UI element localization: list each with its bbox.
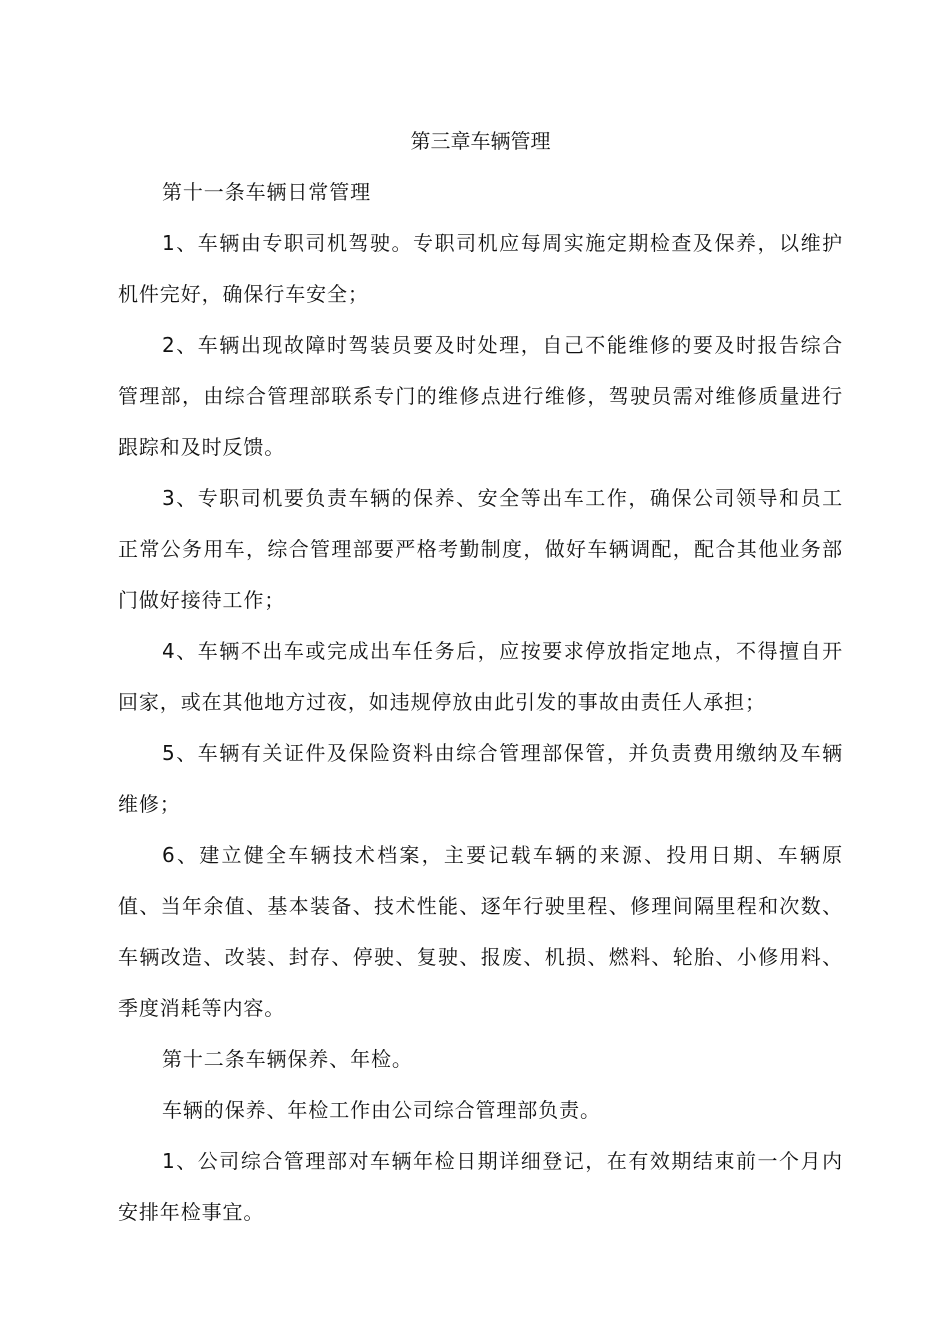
article-12-item-1: 1、公司综合管理部对车辆年检日期详细登记，在有效期结束前一个月内安排年检事宜。 (118, 1149, 843, 1224)
article-11-item-2: 2、车辆出现故障时驾装员要及时处理，自己不能维修的要及时报告综合管理部，由综合管理部联系专门的维修点进行维修，驾驶员需对维修质量进行跟踪和及时反馈。 (118, 333, 843, 459)
document-page (118, 116, 843, 1238)
article-11-item-4: 4、车辆不出车或完成出车任务后，应按要求停放指定地点，不得擅自开回家，或在其他地方过夜，如违规停放由此引发的事故由责任人承担； (118, 639, 843, 714)
article-12-heading: 第十二条车辆保养、年检。 (162, 1047, 413, 1071)
article-11-item-1: 1、车辆由专职司机驾驶。专职司机应每周实施定期检查及保养，以维护机件完好，确保行车安全； (118, 231, 843, 306)
article-11-item-3: 3、专职司机要负责车辆的保养、安全等出车工作，确保公司领导和员工正常公务用车，综合管理部要严格考勤制度，做好车辆调配，配合其他业务部门做好接待工作； (118, 486, 843, 612)
chapter-title: 第三章车辆管理 (410, 129, 551, 153)
article-12-intro: 车辆的保养、年检工作由公司综合管理部负责。 (162, 1098, 601, 1122)
article-11-heading: 第十一条车辆日常管理 (162, 180, 371, 204)
article-11-item-5: 5、车辆有关证件及保险资料由综合管理部保管，并负责费用缴纳及车辆维修； (118, 741, 843, 816)
article-11-item-6: 6、建立健全车辆技术档案，主要记载车辆的来源、投用日期、车辆原值、当年余值、基本装备、技术性能、逐年行驶里程、修理间隔里程和次数、车辆改造、改装、封存、停驶、复驶、报废、机损、燃料、轮胎、小修用料、季度消耗等内容。 (118, 843, 843, 1020)
